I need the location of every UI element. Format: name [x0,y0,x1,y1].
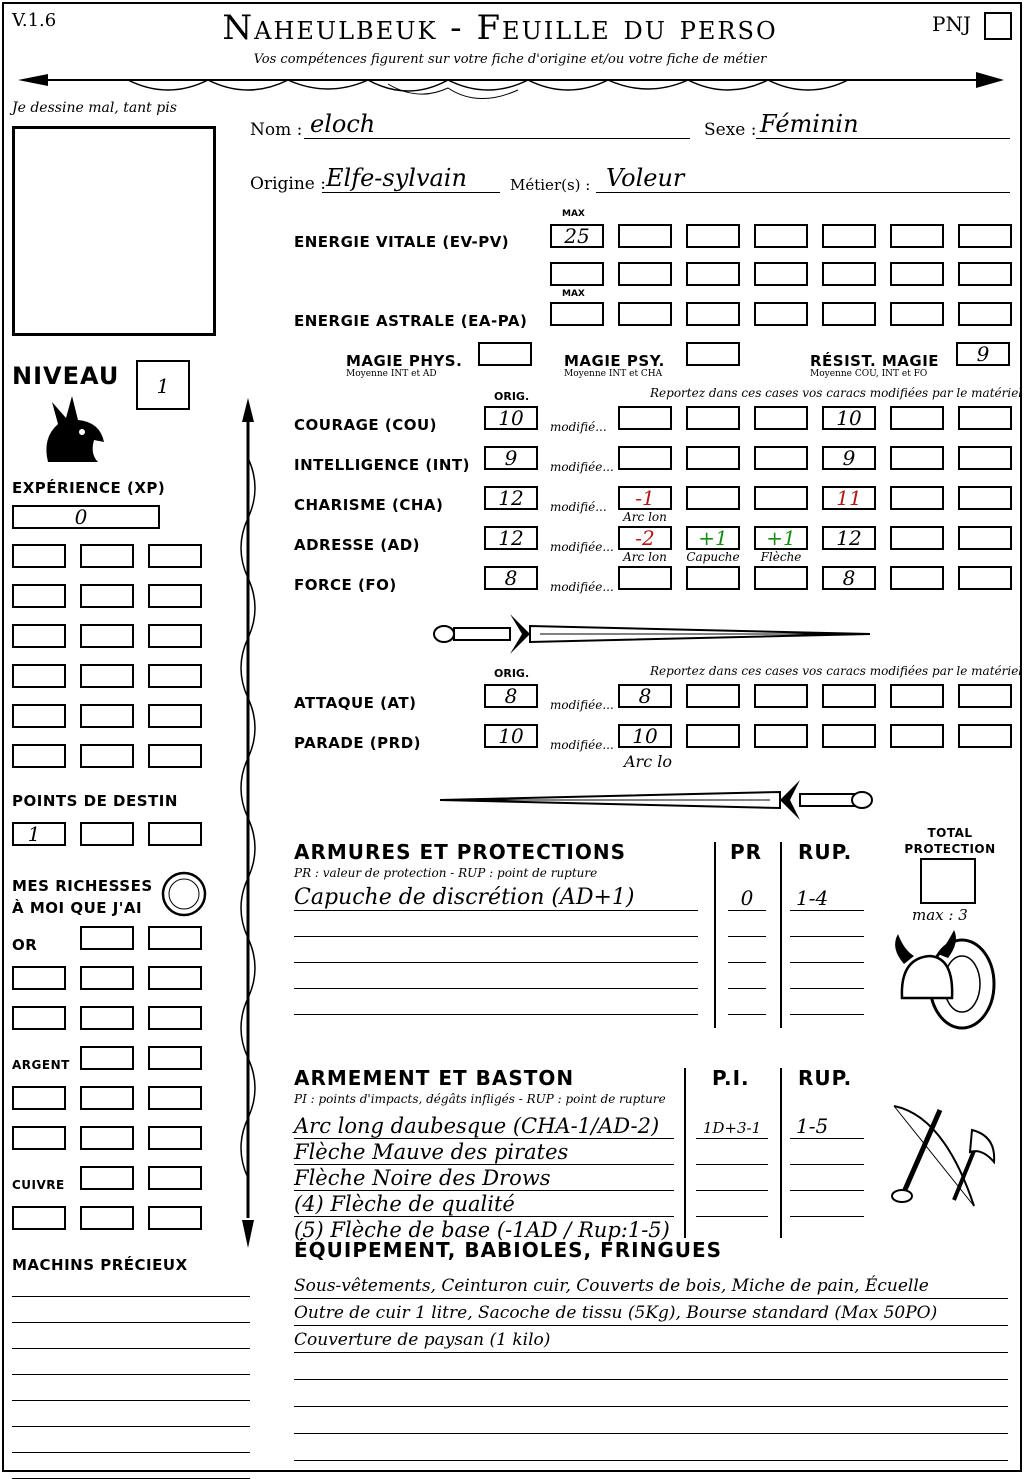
weapon-pi-line[interactable] [696,1164,768,1191]
combat-mod-box-3[interactable] [754,684,808,708]
money-box-5-2[interactable] [80,1086,134,1110]
money-box-8-3[interactable] [148,1206,202,1230]
stat-modif-label: modifiée... [550,580,614,594]
money-box-2-2[interactable] [80,966,134,990]
equipment-line[interactable] [294,1380,1008,1407]
ea-box-4[interactable] [754,302,808,326]
portrait-caption: Je dessine mal, tant pis [12,100,177,116]
money-box-8-2[interactable] [80,1206,134,1230]
magie-phys-box[interactable] [478,342,532,366]
xp-box-3-2[interactable] [80,624,134,648]
equipment-title: ÉQUIPEMENT, BABIOLES, FRINGUES [294,1238,723,1262]
sexe-label: Sexe : [704,120,757,140]
stat-modif-label: modifiée... [550,540,614,554]
coin-icon [160,870,208,918]
stat-mod-box-1[interactable] [618,406,672,430]
magie-psy-sub: Moyenne INT et CHA [564,369,663,379]
niveau-label: NIVEAU [12,362,120,390]
stat-mod-box-1[interactable] [618,566,672,590]
weapon-rup-line[interactable] [790,1164,864,1191]
armor-rup-line[interactable] [790,962,864,989]
destin-value: 1 [27,822,41,846]
equipment-line[interactable] [294,1407,1008,1434]
total-protection-box[interactable] [920,858,976,904]
stat-mod-box-5[interactable] [890,526,944,550]
weapon-name: (5) Flèche de base (-1AD / Rup:1-5) [294,1218,670,1242]
stat-mod-box-3[interactable] [754,566,808,590]
stat-note-2: Capuche [686,550,740,564]
combat-mod-box-2[interactable] [686,684,740,708]
combat-modif-label: modifiée... [550,698,614,712]
origine-label: Origine : [250,174,326,194]
armor-pr-line[interactable] [728,910,766,937]
origine-value: Elfe-sylvain [326,164,467,192]
stat-label: COURAGE (COU) [294,416,438,434]
weapon-rup-line[interactable] [790,1138,864,1165]
stat-mod-box-3[interactable] [754,486,808,510]
stat-modif-label: modifié... [550,420,607,434]
stat-orig-value: 12 [498,526,524,550]
stat-mod-value-2: +1 [698,526,728,550]
stat-mod-box-2[interactable] [686,446,740,470]
argent-label: ARGENT [12,1058,70,1072]
stat-mod-box-2[interactable] [686,406,740,430]
stat-mod-value-4: 9 [842,446,856,470]
money-box-4-2[interactable] [80,1046,134,1070]
ev-box-6[interactable] [890,224,944,248]
stat-mod-box-2[interactable] [686,566,740,590]
weapon-rup-line[interactable] [790,1190,864,1217]
magie-phys-label: MAGIE PHYS. [346,352,463,370]
stat-mod-box-6[interactable] [958,566,1012,590]
stat-mod-box-3[interactable] [754,406,808,430]
precious-line[interactable] [12,1432,250,1453]
stat-note-3: Flèche [760,550,802,564]
magie-psy-box[interactable] [686,342,740,366]
armor-rup-line[interactable] [790,910,864,937]
xp-box-5-2[interactable] [80,704,134,728]
ev-box-row2-7[interactable] [958,262,1012,286]
stat-mod-box-6[interactable] [958,486,1012,510]
xp-box-4-2[interactable] [80,664,134,688]
stat-mod-value-1: -2 [635,526,655,550]
stat-mod-box-5[interactable] [890,446,944,470]
ea-box-5[interactable] [822,302,876,326]
pnj-checkbox[interactable] [984,12,1012,40]
combat-mod-box-4[interactable] [822,724,876,748]
money-box-6-3[interactable] [148,1126,202,1150]
precious-line[interactable] [12,1276,250,1297]
stat-orig-value: 12 [498,486,524,510]
ev-max-value: 25 [564,224,590,248]
xp-box-3-1[interactable] [12,624,66,648]
armor-rup-line[interactable] [790,988,864,1015]
armor-legend: PR : valeur de protection - RUP : point de rupture [294,866,598,880]
combat-orig-value: 8 [504,684,518,708]
stat-mod-value-4: 8 [842,566,856,590]
combat-report-note: Reportez dans ces cases vos caracs modifiées par le matériel [650,664,1023,678]
machins-label: MACHINS PRÉCIEUX [12,1256,188,1274]
weapon-rup: 1-5 [796,1114,829,1138]
ev-box-4[interactable] [754,224,808,248]
weapon-pi-line[interactable] [696,1190,768,1217]
total-label-2: PROTECTION [904,842,996,856]
weapon-name: (4) Flèche de qualité [294,1192,515,1216]
equipment-text: Sous-vêtements, Ceinturon cuir, Couverts de bois, Miche de pain, Écuelle [294,1276,929,1296]
armor-max-note: max : 3 [912,906,968,924]
armor-pr-line[interactable] [728,988,766,1015]
combat-mod-box-3[interactable] [754,724,808,748]
resist-magie-label: RÉSIST. MAGIE [810,352,940,370]
armor-name: Capuche de discrétion (AD+1) [294,885,635,910]
ea-box-1[interactable] [550,302,604,326]
stat-mod-box-1[interactable] [618,446,672,470]
ev-box-row2-1[interactable] [550,262,604,286]
stat-label: CHARISME (CHA) [294,496,444,514]
stat-orig-value: 9 [504,446,518,470]
armor-name-line[interactable] [294,988,698,1015]
metier-value: Voleur [606,164,685,192]
ev-box-5[interactable] [822,224,876,248]
armor-pr-line[interactable] [728,936,766,963]
portrait-box[interactable] [12,126,216,336]
ev-box-row2-5[interactable] [822,262,876,286]
spear-icon [228,398,268,1248]
weapons-legend: PI : points d'impacts, dégâts infligés - RUP : point de rupture [294,1092,666,1106]
combat-label: PARADE (PRD) [294,734,422,752]
metier-label: Métier(s) : [510,176,591,194]
xp-box-1-1[interactable] [12,544,66,568]
xp-box-2-1[interactable] [12,584,66,608]
xp-box-6-3[interactable] [148,744,202,768]
nom-value: eloch [310,110,376,138]
precious-line[interactable] [12,1406,250,1427]
precious-line[interactable] [12,1380,250,1401]
sword-icon [430,610,876,656]
precious-line[interactable] [12,1354,250,1375]
money-box-3-3[interactable] [148,1006,202,1030]
richesses-label-1: MES RICHESSES [12,877,153,895]
equipment-line[interactable] [294,1434,1008,1461]
xp-box-2-2[interactable] [80,584,134,608]
combat-mod-box-6[interactable] [958,724,1012,748]
money-box-3-2[interactable] [80,1006,134,1030]
ea-box-6[interactable] [890,302,944,326]
ev-max-label: MAX [562,209,585,219]
ea-max-label: MAX [562,289,585,299]
destin-box-3[interactable] [148,822,202,846]
combat-mod-box-2[interactable] [686,724,740,748]
stat-mod-box-6[interactable] [958,526,1012,550]
weapon-name: Arc long daubesque (CHA-1/AD-2) [294,1114,660,1138]
or-label: OR [12,936,38,954]
xp-box-5-3[interactable] [148,704,202,728]
dragon-icon [38,392,108,466]
xp-value: 0 [74,505,88,529]
pnj-label: PNJ [932,12,971,36]
armor-name-line[interactable] [294,962,698,989]
stat-modif-label: modifiée... [550,460,614,474]
weapons-divider-1 [684,1068,686,1238]
stat-mod-value-3: +1 [766,526,796,550]
xp-box-5-1[interactable] [12,704,66,728]
stat-mod-value-4: 11 [836,486,862,510]
stat-note-1: Arc lon [623,550,667,564]
armor-divider-2 [780,842,782,1028]
combat-mod-box-5[interactable] [890,724,944,748]
armor-divider-1 [714,842,716,1028]
niveau-value: 1 [156,374,170,398]
precious-line[interactable] [12,1328,250,1349]
money-box-2-3[interactable] [148,966,202,990]
combat-orig-value: 10 [498,724,524,748]
stat-mod-box-5[interactable] [890,486,944,510]
ev-label: ENERGIE VITALE (EV-PV) [294,233,510,251]
armor-name-line[interactable] [294,936,698,963]
combat-mod-box-4[interactable] [822,684,876,708]
armor-pr-header: PR [730,840,763,864]
armor-name-line[interactable] [294,910,698,937]
ev-box-row2-2[interactable] [618,262,672,286]
cuivre-label: CUIVRE [12,1178,65,1192]
money-box-3-1[interactable] [12,1006,66,1030]
equipment-text: Couverture de paysan (1 kilo) [294,1330,551,1350]
ev-box-row2-3[interactable] [686,262,740,286]
armor-rup-line[interactable] [790,936,864,963]
combat-mod-value: 10 [632,724,658,748]
xp-box-4-3[interactable] [148,664,202,688]
weapon-name: Flèche Noire des Drows [294,1166,551,1190]
xp-box-1-3[interactable] [148,544,202,568]
helmet-shield-icon [890,928,1000,1034]
stats-orig-label: ORIG. [494,390,530,403]
money-box-5-1[interactable] [12,1086,66,1110]
stat-note-1: Arc lon [623,510,667,524]
total-label-1: TOTAL [927,826,973,840]
money-box-1-2[interactable] [80,926,134,950]
stat-modif-label: modifié... [550,500,607,514]
destin-box-2[interactable] [80,822,134,846]
weapon-pi-line[interactable] [696,1138,768,1165]
money-box-7-3[interactable] [148,1166,202,1190]
combat-note: Arc lo [624,752,672,771]
stat-mod-box-6[interactable] [958,446,1012,470]
resist-magie-sub: Moyenne COU, INT et FO [810,369,928,379]
magie-psy-label: MAGIE PSY. [564,352,665,370]
ea-box-2[interactable] [618,302,672,326]
money-box-6-1[interactable] [12,1126,66,1150]
equipment-line[interactable] [294,1353,1008,1380]
combat-label: ATTAQUE (AT) [294,694,417,712]
weapon-name: Flèche Mauve des pirates [294,1140,569,1164]
weapons-rup-header: RUP. [798,1066,853,1090]
precious-line[interactable] [12,1458,250,1479]
destin-label: POINTS DE DESTIN [12,792,178,810]
xp-label: EXPÉRIENCE (XP) [12,479,166,497]
xp-box-6-1[interactable] [12,744,66,768]
stat-mod-value-4: 10 [836,406,862,430]
combat-orig-label: ORIG. [494,667,530,680]
combat-mod-box-6[interactable] [958,684,1012,708]
page-subtitle: Vos compétences figurent sur votre fiche d'origine et/ou votre fiche de métier [253,52,767,67]
armor-pr: 0 [740,886,754,910]
weapon-pi: 1D+3-1 [702,1119,762,1137]
xp-box-6-2[interactable] [80,744,134,768]
sexe-value: Féminin [760,110,859,138]
stats-report-note: Reportez dans ces cases vos caracs modifiées par le matériel [650,386,1023,400]
xp-box-2-3[interactable] [148,584,202,608]
weapons-divider-2 [780,1068,782,1238]
precious-line[interactable] [12,1302,250,1323]
ea-box-7[interactable] [958,302,1012,326]
money-box-4-3[interactable] [148,1046,202,1070]
ev-box-7[interactable] [958,224,1012,248]
armor-rup: 1-4 [796,886,829,910]
stat-mod-box-3[interactable] [754,446,808,470]
version-label: V.1.6 [12,10,57,31]
stat-label: FORCE (FO) [294,576,397,594]
xp-box-3-3[interactable] [148,624,202,648]
armor-pr-line[interactable] [728,962,766,989]
richesses-label-2: À MOI QUE J'AI [12,899,143,917]
weapons-pi-header: P.I. [712,1066,750,1090]
combat-mod-value: 8 [638,684,652,708]
equipment-text: Outre de cuir 1 litre, Sacoche de tissu (5Kg), Bourse standard (Max 50PO) [294,1303,938,1323]
resist-magie-value: 9 [976,342,990,366]
xp-box-1-2[interactable] [80,544,134,568]
crossed-weapons-icon [884,1096,1004,1216]
money-box-8-1[interactable] [12,1206,66,1230]
stat-mod-box-5[interactable] [890,406,944,430]
ev-box-row2-6[interactable] [890,262,944,286]
money-box-5-3[interactable] [148,1086,202,1110]
armor-rup-header: RUP. [798,840,853,864]
stat-mod-box-2[interactable] [686,486,740,510]
money-box-1-3[interactable] [148,926,202,950]
money-box-7-2[interactable] [80,1166,134,1190]
nom-label: Nom : [250,120,303,140]
stat-label: INTELLIGENCE (INT) [294,456,470,474]
stat-mod-value-1: -1 [635,486,655,510]
money-box-6-2[interactable] [80,1126,134,1150]
ev-box-2[interactable] [618,224,672,248]
stat-mod-box-6[interactable] [958,406,1012,430]
magie-phys-sub: Moyenne INT et AD [346,369,437,379]
money-box-2-1[interactable] [12,966,66,990]
stat-mod-box-5[interactable] [890,566,944,590]
combat-modif-label: modifiée... [550,738,614,752]
stat-mod-value-4: 12 [836,526,862,550]
page-title: Naheulbeuk - Feuille du perso [222,8,778,48]
stat-label: ADRESSE (AD) [294,536,421,554]
weapons-title: ARMEMENT ET BASTON [294,1066,575,1090]
sword-icon-2 [430,778,876,824]
ev-box-row2-4[interactable] [754,262,808,286]
combat-mod-box-5[interactable] [890,684,944,708]
ea-box-3[interactable] [686,302,740,326]
ea-label: ENERGIE ASTRALE (EA-PA) [294,312,528,330]
xp-box-4-1[interactable] [12,664,66,688]
armor-title: ARMURES ET PROTECTIONS [294,840,626,864]
ev-box-3[interactable] [686,224,740,248]
stat-orig-value: 10 [498,406,524,430]
stat-orig-value: 8 [504,566,518,590]
